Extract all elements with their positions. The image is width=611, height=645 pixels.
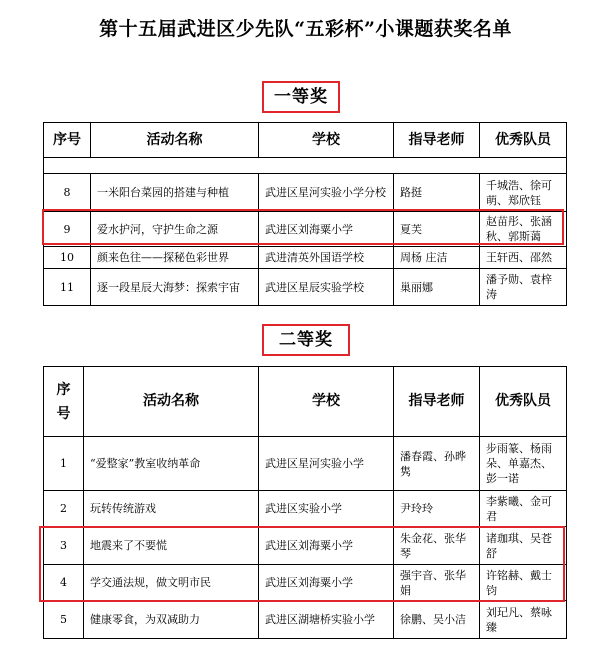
table-row: 9 爱水护河，守护生命之源 武进区刘海粟小学 夏芙 赵苗彤、张涵秋、郭斯蔼 xyxy=(44,212,567,247)
header-school: 学校 xyxy=(259,123,394,158)
table-row: 5 健康零食，为双减助力 武进区湖塘桥实验小学 徐鹏、吴小洁 刘玘凡、蔡咏臻 xyxy=(44,601,567,639)
second-prize-table xyxy=(43,366,567,639)
table-header-row xyxy=(44,367,567,437)
page-title: 第十五届武进区少先队“五彩杯”小课题获奖名单 xyxy=(99,18,512,40)
header-members: 优秀队员 xyxy=(480,367,567,437)
header-activity: 活动名称 xyxy=(91,123,259,158)
table-row: 1 “爱整家”教室收纳革命 武进区星河实验小学 潘春霞、孙晔隽 步雨篆、杨雨朵、单嘉杰、彭一诺 xyxy=(44,437,567,491)
table-row: 2 玩转传统游戏 武进区实验小学 尹玲玲 李紫曦、金可君 xyxy=(44,491,567,527)
table-row: 4 学交通法规，做文明市民 武进区刘海粟小学 强宇音、张华娟 许铭赫、戴士钧 xyxy=(44,565,567,601)
header-members: 优秀队员 xyxy=(480,123,567,158)
header-teacher: 指导老师 xyxy=(394,123,480,158)
table-row: 11 逐一段星辰大海梦：探索宇宙 武进区星辰实验学校 巢丽娜 潘予勋、袁梓涛 xyxy=(44,269,567,306)
table-row: 8 一米阳台菜园的搭建与种植 武进区星河实验小学分校 路挺 千城浩、徐可萌、郑欣钰 xyxy=(44,174,567,212)
table-row: 10 颜来色往——探秘色彩世界 武进清英外国语学校 周杨 庄洁 王轩西、邵然 xyxy=(44,247,567,269)
table-header-row xyxy=(44,123,567,158)
header-activity: 活动名称 xyxy=(84,367,259,437)
header-school: 学校 xyxy=(259,367,394,437)
first-prize-label: 一等奖 xyxy=(262,81,340,113)
header-no: 序号 xyxy=(44,123,91,158)
header-teacher: 指导老师 xyxy=(394,367,480,437)
header-no: 序号 xyxy=(44,367,84,437)
second-prize-label: 二等奖 xyxy=(262,324,350,356)
table-row: 3 地震来了不要慌 武进区刘海粟小学 朱金花、张华琴 诸珈琪、吴苍舒 xyxy=(44,527,567,565)
first-prize-table xyxy=(43,122,567,306)
